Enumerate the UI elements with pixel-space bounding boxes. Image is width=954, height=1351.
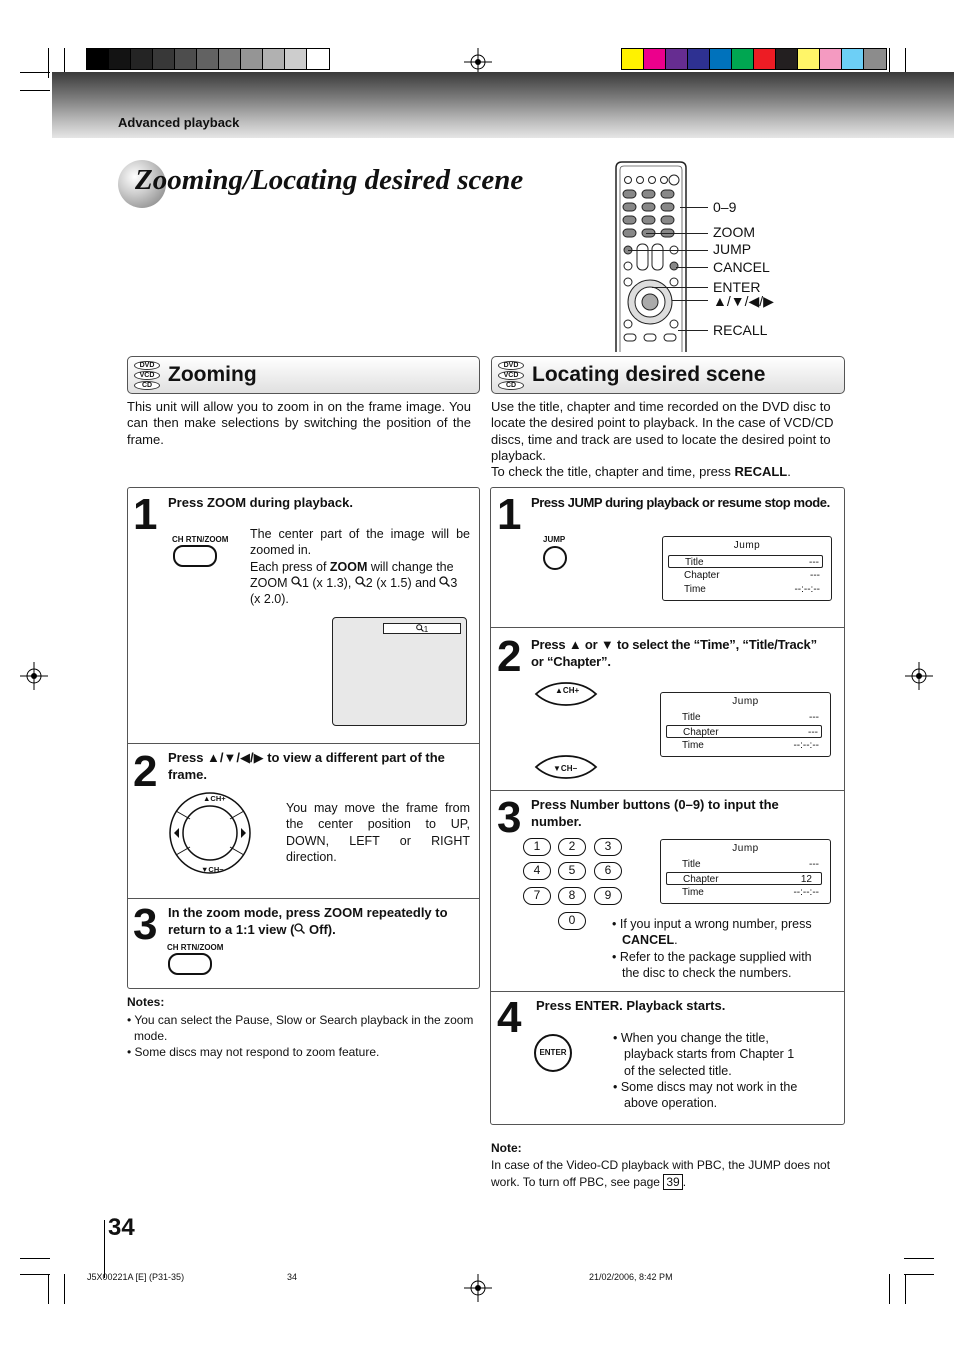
zoom-button[interactable] [173,545,217,567]
enter-button[interactable] [534,1034,572,1072]
osd-key: Title [685,557,704,568]
zoom-keyword: ZOOM [329,559,368,574]
color-swatch [688,49,710,69]
bullet-text-continued: the disc to check the numbers. [622,965,792,980]
jump-osd-2 [660,692,831,757]
note-line: In case of the Video-CD playback with PBC, the JUMP does not [491,1158,831,1172]
bullet-text-continued: playback starts from Chapter 1 [624,1047,795,1062]
number-key-7[interactable]: 7 [523,887,551,905]
osd-value: --- [809,712,819,723]
locate-step2-title-b: or “Chapter”. [531,654,611,669]
step-number: 2 [133,747,158,796]
registration-mark-icon [905,662,933,690]
cd-badge: CD [134,381,160,390]
remote-label-cancel: CANCEL [713,259,770,275]
osd-value: --- [808,727,818,738]
zoom-step3-title-a: In the zoom mode, press ZOOM repeatedly to [168,905,448,920]
number-key-3[interactable]: 3 [594,838,622,856]
locate-step3-title-b: number. [531,814,582,829]
osd-value: --- [809,557,819,568]
zoom-step3-title-b2: Off). [305,922,336,937]
bullet-period: . [674,933,678,948]
osd-row-time [666,886,822,899]
zoom-button[interactable] [168,953,212,975]
crop-mark [904,1258,934,1259]
number-key-6[interactable]: 6 [594,862,622,880]
osd-key: Chapter [683,727,719,738]
bullet-text-continued: of the selected title. [624,1063,732,1078]
zoom-step1-title: Press ZOOM during playback. [168,495,353,510]
zoom-step2-title-a: Press ▲/▼/◀/▶ to view a different part of the [168,750,445,765]
osd-value: --:--:-- [794,584,820,595]
note-period: . [682,1174,687,1189]
zoom-indicator [383,623,461,634]
zoom-step3-title [168,904,470,938]
registration-mark-icon [20,662,48,690]
locate-step3-title-a: Press Number buttons (0–9) to input the [531,797,779,812]
cancel-keyword: CANCEL [622,933,675,948]
color-swatch [798,49,820,69]
remote-label-recall: RECALL [713,322,768,338]
step-divider [490,991,845,992]
color-swatch [776,49,798,69]
leader-line [628,250,708,251]
osd-row-title [666,858,822,871]
zoom-level-2: 2 (x 1.5) and [365,575,440,590]
locating-intro-text: Use the title, chapter and time recorded on the DVD disc to locate the desired point to playback. In the case of VCD/CD discs, time and track are used to locate the desired point to playback. [491,399,834,463]
number-key-0[interactable]: 0 [558,912,586,930]
number-key-2[interactable]: 2 [558,838,586,856]
jump-osd-1 [662,536,832,601]
crop-mark [20,72,50,73]
number-key-8[interactable]: 8 [558,887,586,905]
bullet-text: • Refer to the package supplied with [612,949,812,964]
number-key-1[interactable]: 1 [523,838,551,856]
remote-label-jump: JUMP [713,241,752,257]
step-divider [127,898,480,899]
color-swatch [842,49,864,69]
step-number: 1 [497,490,522,539]
osd-key: Time [682,887,704,898]
tv-screen [332,617,467,726]
leader-line [678,330,708,331]
remote-label-0-9: 0–9 [713,199,737,215]
gray-color-bar [86,48,330,70]
color-swatch [820,49,842,69]
locate-step4-bullets [613,1030,843,1111]
crop-mark [889,1274,890,1304]
page-reference[interactable]: 39 [663,1174,682,1190]
color-swatch [864,49,886,69]
section-label: Advanced playback [118,115,240,130]
color-swatch [263,49,285,69]
zoom-step3-title-b1: return to a 1:1 view ( [168,922,295,937]
remote-label-arrows: ▲/▼/◀/▶ [713,293,774,309]
osd-row-chapter [668,569,823,582]
bullet-text: • If you input a wrong number, press [612,917,812,931]
registration-mark-icon [464,1274,492,1302]
osd-key: Chapter [684,570,720,581]
zoom-prefix: ZOOM [250,575,291,590]
page-title: Zooming/Locating desired scene [135,164,524,196]
leader-line [652,287,708,288]
crop-mark [20,1274,50,1275]
magnifier-icon [355,576,366,587]
zoom-level-1: 1 (x 1.3), [301,575,355,590]
osd-row-chapter [666,872,822,885]
zoom-step2-title [168,749,470,783]
leader-line [676,267,708,268]
color-swatch [197,49,219,69]
osd-key: Chapter [683,874,719,885]
color-swatch [241,49,263,69]
zooming-section-header [127,356,480,394]
recall-keyword: RECALL [734,464,788,480]
note-item: • Some discs may not respond to zoom feature. [127,1045,380,1059]
osd-key: Time [684,584,706,595]
locating-section-header [491,356,845,394]
footer-page: 34 [287,1272,298,1282]
zooming-heading: Zooming [168,363,257,386]
crop-mark [904,1274,934,1275]
recall-period: . [787,464,791,480]
osd-value: 12 [800,874,812,885]
magnifier-icon [439,576,450,587]
remote-control-icon [612,160,692,352]
zoom-step1-text-b3: will change the [367,559,454,574]
ch-up-label: ▲CH+ [203,794,226,803]
zoom-step2-text: You may move the frame from the center position to UP, DOWN, LEFT or RIGHT direction. [286,801,470,864]
color-swatch [666,49,688,69]
vcd-badge: VCD [498,371,524,380]
locate-step2-title-a: Press ▲ or ▼ to select the “Time”, “Title/Track” [531,637,817,652]
ch-down-label: ▼CH− [201,865,224,874]
locating-heading: Locating desired scene [532,363,766,386]
osd-value: --- [810,570,820,581]
zoom-level-3: 3 [450,575,458,590]
osd-value: --:--:-- [793,887,819,898]
zoom-step1-text-b1: Each press of [250,559,330,574]
number-key-4[interactable]: 4 [523,862,551,880]
page-number-rule [104,1220,105,1278]
osd-row-time [668,583,823,596]
zoom-step2-title-b: frame. [168,767,208,782]
step-number: 4 [497,993,522,1042]
jump-button[interactable] [543,546,567,570]
osd-value: --- [809,859,819,870]
enter-button-label: ENTER [539,1048,567,1057]
note-line: work. To turn off PBC, see page [491,1174,664,1189]
step-divider [127,743,480,744]
leader-line [672,300,708,301]
zooming-intro: This unit will allow you to zoom in on the frame image. You can then make selections by switching the position of the frame. [127,399,471,447]
osd-key: Time [682,740,704,751]
color-swatch [285,49,307,69]
crop-mark [48,48,49,78]
color-swatch [87,49,109,69]
crop-mark [20,90,50,91]
step-divider [490,627,845,628]
osd-title: Jump [732,843,759,854]
number-key-5[interactable]: 5 [558,862,586,880]
step-divider [490,790,845,791]
step-number: 1 [133,490,158,539]
magnifier-icon [416,624,424,632]
osd-value: --:--:-- [793,740,819,751]
recall-text: To check the title, chapter and time, press [491,464,735,480]
color-swatch [732,49,754,69]
locate-step3-title [531,796,841,830]
number-key-9[interactable]: 9 [594,887,622,905]
remote-label-zoom: ZOOM [713,224,755,240]
color-swatch [131,49,153,69]
remote-label-enter: ENTER [713,279,761,295]
notes-title: Notes: [127,995,165,1009]
note-item: • You can select the Pause, Slow or Search playback in the zoom [127,1013,474,1027]
osd-title: Jump [733,540,761,551]
color-swatch [153,49,175,69]
osd-key: Title [682,859,701,870]
color-swatch [622,49,644,69]
leader-line [646,233,708,234]
color-swatch [109,49,131,69]
disc-type-badges [134,361,162,391]
notes-list [127,1012,483,1060]
color-swatch [754,49,776,69]
footer-code: J5X00221A [E] (P31-35) [87,1272,185,1282]
crop-mark [48,1274,49,1304]
note-text [491,1157,847,1190]
crop-mark [64,1274,65,1304]
osd-title: Jump [732,696,759,707]
magnifier-icon [294,923,305,934]
magnifier-icon [291,576,302,587]
step-number: 3 [497,793,522,842]
crop-mark [20,1258,50,1259]
jump-button-label: JUMP [543,535,566,544]
color-swatch [307,49,329,69]
osd-key: Title [682,712,701,723]
cd-badge: CD [498,381,524,390]
zoom-step1-text-a: The center part of the image will be zoomed in. [250,527,470,558]
hue-color-bar [621,48,887,70]
locating-intro [491,399,847,480]
note-item-continued: mode. [134,1029,168,1043]
note-title: Note: [491,1141,522,1155]
zoom-step1-text-c: (x 2.0). [250,592,289,607]
locate-step1-title: Press JUMP during playback or resume stop mode. [531,495,830,510]
dvd-badge: DVD [498,361,524,370]
vcd-badge: VCD [134,371,160,380]
locate-step4-title: Press ENTER. Playback starts. [536,998,726,1013]
zoom-step1-text [250,526,470,607]
locate-step3-bullets [612,916,842,981]
step-number: 2 [497,632,522,681]
osd-row-title [666,711,822,724]
step-number: 3 [133,900,158,949]
osd-row-title [668,555,823,568]
color-swatch [219,49,241,69]
osd-row-chapter [666,725,822,738]
page-number: 34 [108,1214,135,1241]
locate-step2-title [531,636,841,670]
crop-mark [905,1274,906,1304]
disc-type-badges [498,361,526,391]
dvd-badge: DVD [134,361,160,370]
zoom-button-label: CH RTN/ZOOM [167,943,224,952]
color-swatch [175,49,197,69]
leader-line [680,207,708,208]
bullet-text: • When you change the title, [613,1031,769,1045]
osd-row-time [666,739,822,752]
color-swatch [644,49,666,69]
zoom-button-label: CH RTN/ZOOM [172,535,229,544]
jump-osd-3 [660,839,831,904]
ch-down-label: ▼CH− [553,764,578,773]
color-swatch [710,49,732,69]
bullet-text: • Some discs may not work in the [613,1079,798,1094]
ch-up-label: ▲CH+ [555,686,580,695]
footer-date: 21/02/2006, 8:42 PM [589,1272,673,1282]
zoom-indicator-value: 1 [423,625,429,634]
bullet-text-continued: above operation. [624,1096,718,1111]
